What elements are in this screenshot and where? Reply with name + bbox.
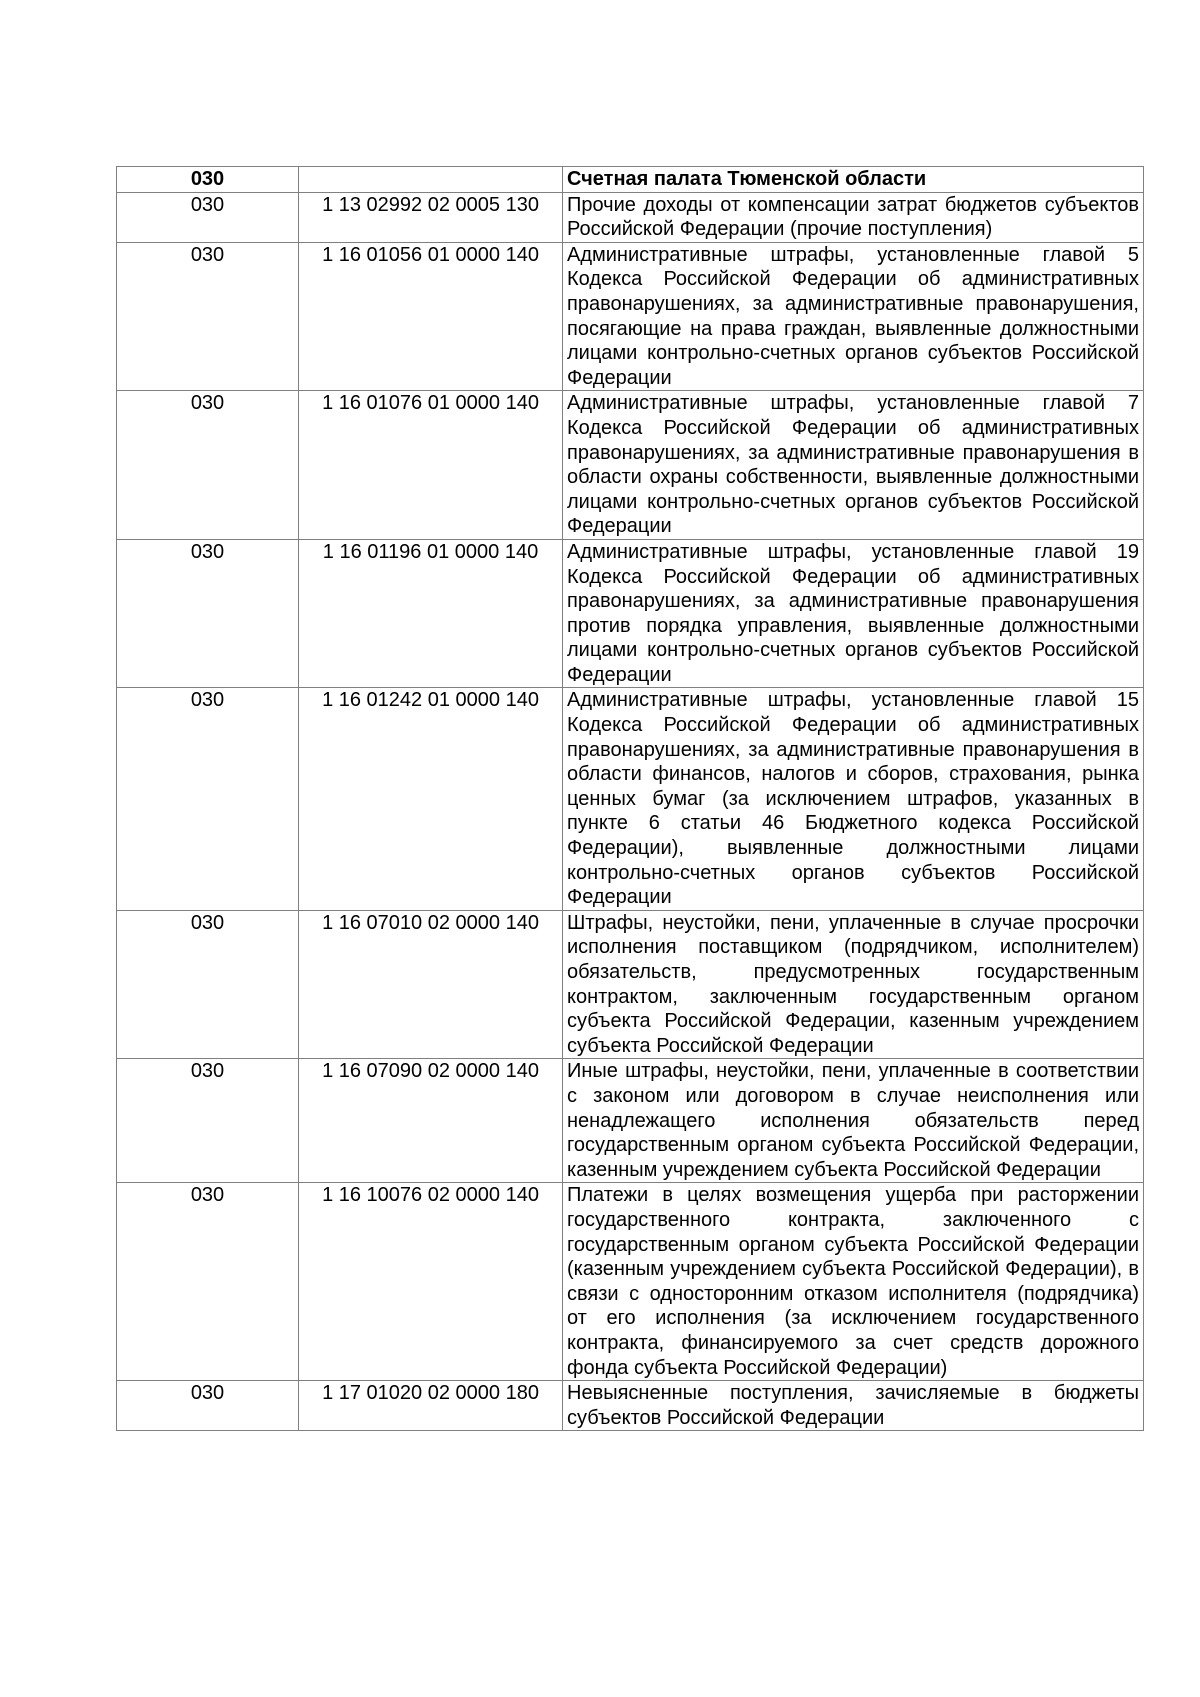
- description-cell: Административные штрафы, установленные главой 7 Кодекса Российской Федерации об административных правонарушениях, за административные правонарушения в области охраны собственности, выявленные должностными лицами контрольно-счетных органов субъектов Российской Федерации: [563, 391, 1144, 540]
- budget-code-cell: 1 16 01242 01 0000 140: [299, 688, 563, 910]
- header-admin-code: 030: [117, 167, 299, 193]
- table-row: [117, 688, 1144, 910]
- table-row: [117, 1183, 1144, 1381]
- table-row: [117, 242, 1144, 391]
- description-cell: Прочие доходы от компенсации затрат бюджетов субъектов Российской Федерации (прочие поступления): [563, 192, 1144, 242]
- description-cell: Иные штрафы, неустойки, пени, уплаченные в соответствии с законом или договором в случае неисполнения или ненадлежащего исполнения обязательств перед государственным органом субъекта Российской Федерации, казенным учреждением субъекта Российской Федерации: [563, 1059, 1144, 1183]
- budget-code-cell: 1 16 10076 02 0000 140: [299, 1183, 563, 1381]
- table-row: [117, 539, 1144, 688]
- budget-code-cell: 1 16 01076 01 0000 140: [299, 391, 563, 540]
- budget-code-cell: 1 16 07090 02 0000 140: [299, 1059, 563, 1183]
- admin-code-cell: 030: [117, 910, 299, 1059]
- description-cell: Административные штрафы, установленные главой 15 Кодекса Российской Федерации об административных правонарушениях, за административные правонарушения в области финансов, налогов и сборов, страхования, рынка ценных бумаг (за исключением штрафов, указанных в пункте 6 статьи 46 Бюджетного кодекса Российской Федерации), выявленные должностными лицами контрольно-счетных органов субъектов Российской Федерации: [563, 688, 1144, 910]
- budget-code-cell: 1 17 01020 02 0000 180: [299, 1381, 563, 1431]
- budget-code-cell: 1 13 02992 02 0005 130: [299, 192, 563, 242]
- table-row: [117, 1381, 1144, 1431]
- description-cell: Штрафы, неустойки, пени, уплаченные в случае просрочки исполнения поставщиком (подрядчиком, исполнителем) обязательств, предусмотренных государственным контрактом, заключенным государственным органом субъекта Российской Федерации, казенным учреждением субъекта Российской Федерации: [563, 910, 1144, 1059]
- header-organization-name: Счетная палата Тюменской области: [563, 167, 1144, 193]
- budget-codes-table: [116, 166, 1144, 1431]
- description-cell: Платежи в целях возмещения ущерба при расторжении государственного контракта, заключенного с государственным органом субъекта Российской Федерации (казенным учреждением субъекта Российской Федерации), в связи с односторонним отказом исполнителя (подрядчика) от его исполнения (за исключением государственного контракта, финансируемого за счет средств дорожного фонда субъекта Российской Федерации): [563, 1183, 1144, 1381]
- header-budget-code: [299, 167, 563, 193]
- description-cell: Административные штрафы, установленные главой 19 Кодекса Российской Федерации об административных правонарушениях, за административные правонарушения против порядка управления, выявленные должностными лицами контрольно-счетных органов субъектов Российской Федерации: [563, 539, 1144, 688]
- description-cell: Административные штрафы, установленные главой 5 Кодекса Российской Федерации об административных правонарушениях, за административные правонарушения, посягающие на права граждан, выявленные должностными лицами контрольно-счетных органов субъектов Российской Федерации: [563, 242, 1144, 391]
- table-row: [117, 910, 1144, 1059]
- table-row: [117, 192, 1144, 242]
- admin-code-cell: 030: [117, 242, 299, 391]
- budget-code-cell: 1 16 07010 02 0000 140: [299, 910, 563, 1059]
- admin-code-cell: 030: [117, 539, 299, 688]
- budget-code-cell: 1 16 01196 01 0000 140: [299, 539, 563, 688]
- table-row: [117, 1059, 1144, 1183]
- budget-code-cell: 1 16 01056 01 0000 140: [299, 242, 563, 391]
- table-row: [117, 391, 1144, 540]
- description-cell: Невыясненные поступления, зачисляемые в бюджеты субъектов Российской Федерации: [563, 1381, 1144, 1431]
- admin-code-cell: 030: [117, 1183, 299, 1381]
- admin-code-cell: 030: [117, 391, 299, 540]
- admin-code-cell: 030: [117, 1381, 299, 1431]
- admin-code-cell: 030: [117, 688, 299, 910]
- admin-code-cell: 030: [117, 192, 299, 242]
- admin-code-cell: 030: [117, 1059, 299, 1183]
- table-header-row: [117, 167, 1144, 193]
